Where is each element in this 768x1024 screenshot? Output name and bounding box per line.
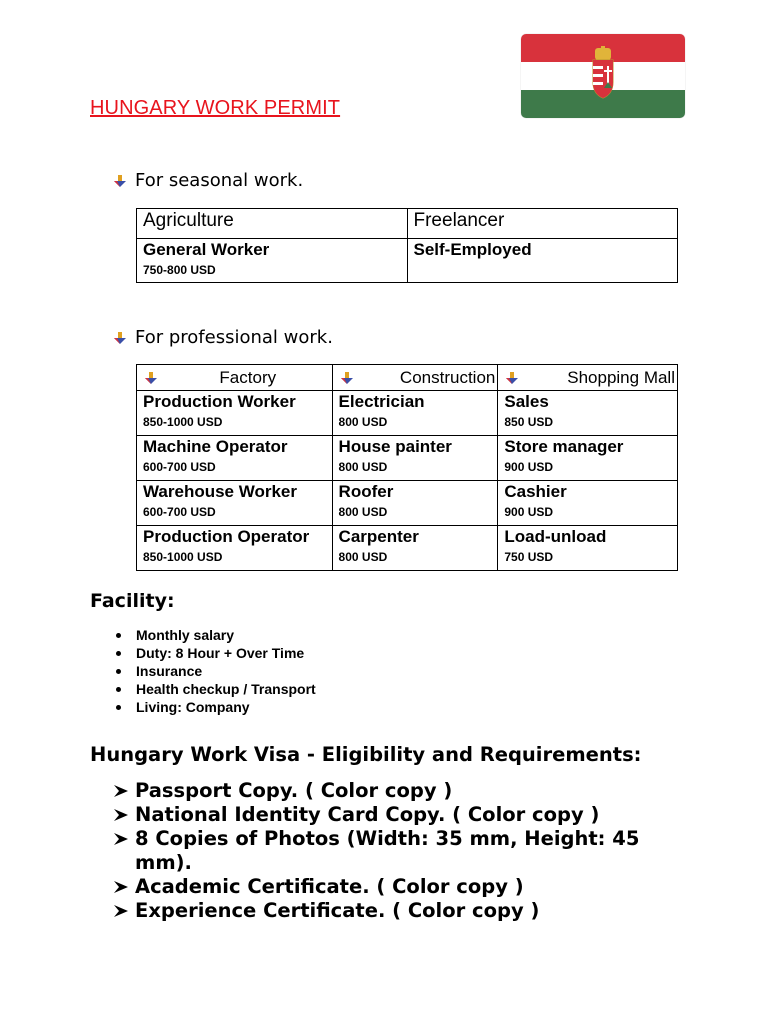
job-title: Load-unload — [504, 527, 607, 546]
facility-item: Duty: 8 Hour + Over Time — [136, 645, 305, 661]
job-salary: 800 USD — [338, 415, 388, 429]
header-label: Construction — [399, 367, 496, 387]
facility-item: Living: Company — [136, 699, 250, 715]
arrowhead-bullet-icon — [113, 827, 135, 851]
job-salary: 800 USD — [338, 550, 388, 564]
table-cell — [137, 391, 333, 436]
job-title: General Worker — [143, 240, 270, 259]
arrowhead-bullet-icon — [113, 803, 135, 827]
list-item — [116, 626, 316, 644]
bullet-dot-icon — [116, 633, 121, 638]
table-row — [137, 526, 678, 571]
arrow-bullet-icon — [112, 331, 128, 345]
table-cell — [332, 391, 498, 436]
job-title: Warehouse Worker — [143, 482, 297, 501]
table-row — [137, 436, 678, 481]
seasonal-header-row — [137, 209, 678, 239]
job-salary: 850-1000 USD — [143, 415, 223, 429]
seasonal-header-freelancer: Freelancer — [407, 209, 678, 239]
header-label: Factory — [219, 367, 277, 387]
requirement-item: National Identity Card Copy. ( Color copy ) — [135, 803, 600, 826]
professional-table — [136, 364, 678, 571]
table-cell — [137, 526, 333, 571]
arrow-bullet-icon — [504, 371, 520, 385]
job-title: Store manager — [504, 437, 624, 456]
page-title: HUNGARY WORK PERMIT — [90, 97, 341, 119]
requirement-item: Passport Copy. ( Color copy ) — [135, 779, 453, 802]
requirement-item: 8 Copies of Photos (Width: 35 mm, Height: 45 mm). — [135, 827, 640, 874]
requirements-list — [113, 779, 673, 923]
seasonal-header-agriculture: Agriculture — [137, 209, 408, 239]
hungary-flag-icon — [521, 34, 685, 118]
job-salary: 850 USD — [504, 415, 554, 429]
list-item — [116, 662, 316, 680]
coat-of-arms-icon — [589, 46, 617, 106]
table-cell — [332, 526, 498, 571]
seasonal-heading — [112, 170, 303, 191]
job-title: Production Worker — [143, 392, 296, 411]
job-title: Production Operator — [143, 527, 310, 546]
list-item — [113, 779, 673, 803]
professional-heading — [112, 327, 333, 348]
table-cell — [137, 239, 408, 283]
bullet-dot-icon — [116, 705, 121, 710]
job-salary: 800 USD — [338, 505, 388, 519]
job-title: Electrician — [338, 392, 425, 411]
requirement-item: Academic Certificate. ( Color copy ) — [135, 875, 524, 898]
job-title: Sales — [504, 392, 549, 411]
bullet-dot-icon — [116, 669, 121, 674]
arrow-bullet-icon — [112, 174, 128, 188]
professional-header-construction — [332, 365, 498, 391]
job-title: Roofer — [338, 482, 394, 501]
seasonal-table — [136, 208, 678, 283]
table-row — [137, 391, 678, 436]
table-cell — [498, 391, 678, 436]
job-salary: 600-700 USD — [143, 505, 216, 519]
arrow-bullet-icon — [339, 371, 355, 385]
arrowhead-bullet-icon — [113, 875, 135, 899]
table-row — [137, 481, 678, 526]
bullet-dot-icon — [116, 687, 121, 692]
job-title: House painter — [338, 437, 452, 456]
table-cell — [137, 436, 333, 481]
facility-heading: Facility: — [90, 590, 175, 612]
arrowhead-bullet-icon — [113, 899, 135, 923]
list-item — [113, 827, 673, 875]
list-item — [113, 803, 673, 827]
requirements-heading: Hungary Work Visa - Eligibility and Requirements: — [90, 743, 642, 766]
facility-item: Health checkup / Transport — [136, 681, 316, 697]
job-title: Self-Employed — [413, 240, 532, 259]
job-salary: 850-1000 USD — [143, 550, 223, 564]
job-salary: 750-800 USD — [143, 263, 216, 277]
requirement-item: Experience Certificate. ( Color copy ) — [135, 899, 540, 922]
job-salary: 900 USD — [504, 460, 554, 474]
arrow-bullet-icon — [143, 371, 159, 385]
facility-item: Monthly salary — [136, 627, 235, 643]
list-item — [116, 644, 316, 662]
professional-header-row — [137, 365, 678, 391]
header-label: Shopping Mall — [567, 367, 675, 387]
seasonal-label: For seasonal work. — [135, 170, 304, 191]
job-salary: 600-700 USD — [143, 460, 216, 474]
arrowhead-bullet-icon — [113, 779, 135, 803]
table-cell — [332, 481, 498, 526]
bullet-dot-icon — [116, 651, 121, 656]
list-item — [116, 680, 316, 698]
table-cell — [137, 481, 333, 526]
table-cell — [498, 526, 678, 571]
job-title: Machine Operator — [143, 437, 288, 456]
professional-label: For professional work. — [135, 327, 333, 348]
job-salary: 900 USD — [504, 505, 554, 519]
table-cell — [498, 481, 678, 526]
table-cell — [498, 436, 678, 481]
job-salary: 750 USD — [504, 550, 554, 564]
table-cell — [407, 239, 678, 283]
list-item — [113, 875, 673, 899]
job-title: Cashier — [504, 482, 567, 501]
professional-header-factory — [137, 365, 333, 391]
professional-header-shopping-mall — [498, 365, 678, 391]
facility-item: Insurance — [136, 663, 203, 679]
job-salary: 800 USD — [338, 460, 388, 474]
list-item — [116, 698, 316, 716]
table-cell — [332, 436, 498, 481]
list-item — [113, 899, 673, 923]
job-title: Carpenter — [338, 527, 419, 546]
facility-list — [116, 626, 316, 716]
table-row — [137, 239, 678, 283]
